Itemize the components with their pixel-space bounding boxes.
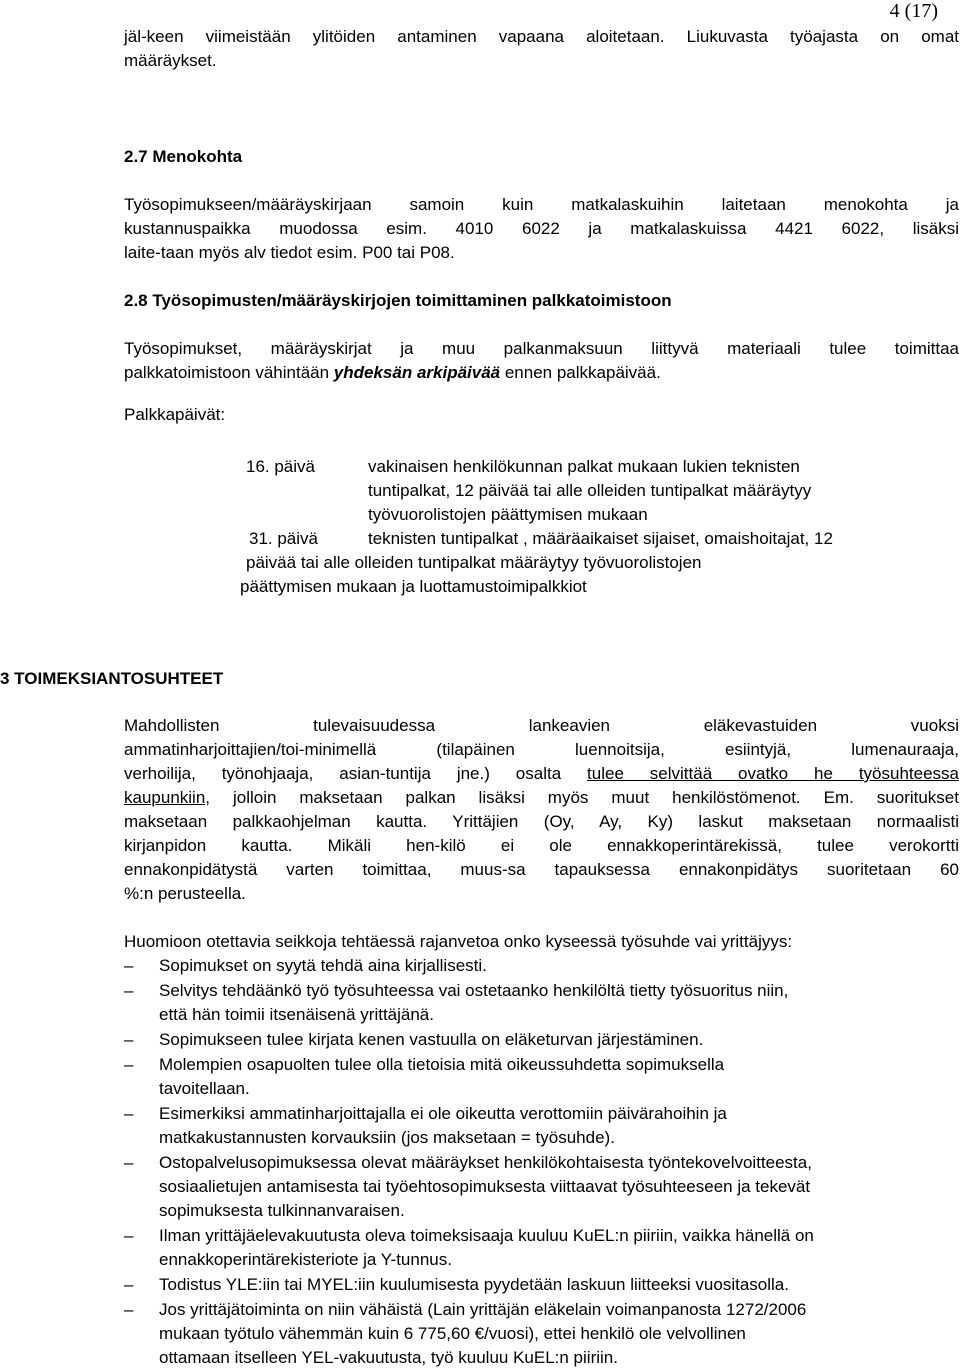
section-3-line-1: Mahdollisten tulevaisuudessa lankeavien eläkevastuiden vuoksi: [124, 716, 959, 735]
section-3-paragraph: [124, 714, 959, 906]
payday-16-line-2: tuntipalkat, 12 päivää tai alle olleiden tuntipalkat määräytyy: [368, 481, 812, 500]
dash-bullet: –: [124, 1030, 134, 1049]
list-item-line: mukaan työtulo vähemmän kuin 6 775,60 €/vuosi), ettei henkilö ole velvollinen: [159, 1324, 746, 1343]
list-item: [124, 1053, 959, 1101]
payday-16-description: [368, 455, 928, 527]
considerations-list: [124, 954, 959, 1371]
section-3-line-4: [124, 786, 959, 810]
section-2-8-line-2: [124, 361, 959, 385]
payday-31-line-3: päättymisen mukaan ja luottamustoimipalkkiot: [240, 577, 587, 596]
page-number: 4 (17): [889, 0, 938, 22]
section-3-heading: 3 TOIMEKSIANTOSUHTEET: [0, 669, 224, 688]
list-item: [124, 1028, 959, 1052]
section-3-line-3-pre: verhoilija, työnohjaaja, asian-tuntija jne.) osalta: [124, 764, 588, 783]
section-2-8-heading: 2.8 Työsopimusten/määräyskirjojen toimittaminen palkkatoimistoon: [124, 291, 672, 310]
payday-16-label: 16. päivä: [246, 457, 315, 476]
list-item: [124, 979, 959, 1027]
section-2-8-line-2-pre: palkkatoimistoon vähintään: [124, 363, 334, 382]
top-paragraph-line-2: määräykset.: [124, 51, 217, 70]
section-2-8-paragraph: [124, 337, 959, 385]
list-item-line: Ostopalvelusopimuksessa olevat määräykset henkilökohtaisesta työntekovelvoitteesta,: [159, 1153, 812, 1172]
payday-16-line-1: vakinaisen henkilökunnan palkat mukaan lukien teknisten: [368, 457, 800, 476]
dash-bullet: –: [124, 981, 134, 1000]
section-3-line-4-post: , jolloin maksetaan palkan lisäksi myös muut henkilöstömenot. Em. suoritukset: [205, 788, 959, 807]
section-3-line-2: ammatinharjoittajien/toi-minimellä (tilapäinen luennoitsija, esiintyjä, lumenauraaja,: [124, 740, 959, 759]
list-item-line: Sopimukseen tulee kirjata kenen vastuulla on eläketurvan järjestäminen.: [159, 1030, 704, 1049]
dash-bullet: –: [124, 1226, 134, 1245]
top-paragraph: [124, 25, 959, 73]
paydays-label: Palkkapäivät:: [124, 405, 226, 424]
section-3-line-5: maksetaan palkkaohjelman kautta. Yrittäjien (Oy, Ay, Ky) laskut maksetaan normaalisti: [124, 812, 959, 831]
list-item: [124, 1102, 959, 1150]
section-2-7-line-1: Työsopimukseen/määräyskirjaan samoin kuin matkalaskuihin laitetaan menokohta ja: [124, 195, 959, 214]
list-item: [124, 1224, 959, 1272]
payday-31-line-1: teknisten tuntipalkat , määräaikaiset sijaiset, omaishoitajat, 12: [368, 529, 833, 548]
list-item-line: ennakkoperintärekisteriote ja Y-tunnus.: [159, 1250, 452, 1269]
section-3-line-8: %:n perusteella.: [124, 884, 246, 903]
dash-bullet: –: [124, 1300, 134, 1319]
section-2-8-line-1: Työsopimukset, määräyskirjat ja muu palkanmaksuun liittyvä materiaali tulee toimittaa: [124, 339, 959, 358]
list-item-line: sopimuksesta tulkinnanvaraisen.: [159, 1201, 405, 1220]
list-item-line: Todistus YLE:iin tai MYEL:iin kuulumisesta pyydetään laskuun liitteeksi vuositasolla.: [159, 1275, 789, 1294]
section-2-7-paragraph: [124, 193, 959, 265]
list-item-line: Molempien osapuolten tulee olla tietoisia mitä oikeussuhdetta sopimuksella: [159, 1055, 725, 1074]
list-item: [124, 1273, 959, 1297]
section-2-8-line-2-post: ennen palkkapäivää.: [500, 363, 661, 382]
list-item-line: Jos yrittäjätoiminta on niin vähäistä (Lain yrittäjän eläkelain voimanpanosta 1272/2006: [159, 1300, 807, 1319]
dash-bullet: –: [124, 1275, 134, 1294]
payday-31-label: 31. päivä: [249, 529, 318, 548]
list-item-line: tavoitellaan.: [159, 1079, 250, 1098]
section-3-line-7: ennakonpidätystä varten toimittaa, muus-sa tapauksessa ennakonpidätys suoritetaan 60: [124, 860, 959, 879]
section-2-7-line-3: laite-taan myös alv tiedot esim. P00 tai P08.: [124, 243, 455, 262]
dash-bullet: –: [124, 1153, 134, 1172]
list-item-line: että hän toimii itsenäisenä yrittäjänä.: [159, 1005, 434, 1024]
section-3-line-4-underlined: kaupunkiin: [124, 788, 206, 807]
payday-31-line-2: päivää tai alle olleiden tuntipalkat määräytyy työvuorolistojen: [246, 553, 702, 572]
nine-working-days-emphasis: yhdeksän arkipäivää: [333, 363, 501, 382]
list-item-line: Ilman yrittäjäelevakuutusta oleva toimeksisaaja kuuluu KuEL:n piiriin, vaikka hänellä on: [159, 1226, 814, 1245]
list-item: [124, 1151, 959, 1223]
list-item-line: matkakustannusten korvauksiin (jos maksetaan = työsuhde).: [159, 1128, 615, 1147]
list-item-line: Selvitys tehdäänkö työ työsuhteessa vai ostetaanko henkilöltä tietty työsuoritus niin,: [159, 981, 789, 1000]
considerations-intro: Huomioon otettavia seikkoja tehtäessä rajanvetoa onko kyseessä työsuhde vai yrittäjyys:: [124, 932, 793, 951]
list-item: [124, 954, 959, 978]
section-2-7-line-2: kustannuspaikka muodossa esim. 4010 6022 ja matkalaskuissa 4421 6022, lisäksi: [124, 219, 959, 238]
dash-bullet: –: [124, 1055, 134, 1074]
list-item-line: sosiaalietujen antamisesta tai työehtosopimuksesta viittaavat työsuhteeseen ja tekevät: [159, 1177, 811, 1196]
section-3-line-6: kirjanpidon kautta. Mikäli hen-kilö ei ole ennakkoperintärekissä, tulee verokortti: [124, 836, 959, 855]
section-3-line-3: [124, 762, 959, 786]
dash-bullet: –: [124, 1104, 134, 1123]
list-item-line: Sopimukset on syytä tehdä aina kirjallisesti.: [159, 956, 487, 975]
list-item-line: Esimerkiksi ammatinharjoittajalla ei ole oikeutta verottomiin päivärahoihin ja: [159, 1104, 727, 1123]
top-paragraph-line-1: jäl-keen viimeistään ylitöiden antaminen vapaana aloitetaan. Liukuvasta työajasta on omat: [124, 27, 959, 46]
list-item: [124, 1298, 959, 1370]
list-item-line: ottamaan itselleen YEL-vakuutusta, työ kuuluu KuEL:n piiriin.: [159, 1348, 618, 1367]
section-3-line-3-underlined: tulee selvittää ovatko he työsuhteessa: [587, 764, 959, 783]
section-2-7-heading: 2.7 Menokohta: [124, 147, 243, 166]
dash-bullet: –: [124, 956, 134, 975]
payday-16-line-3: työvuorolistojen päättymisen mukaan: [368, 505, 648, 524]
